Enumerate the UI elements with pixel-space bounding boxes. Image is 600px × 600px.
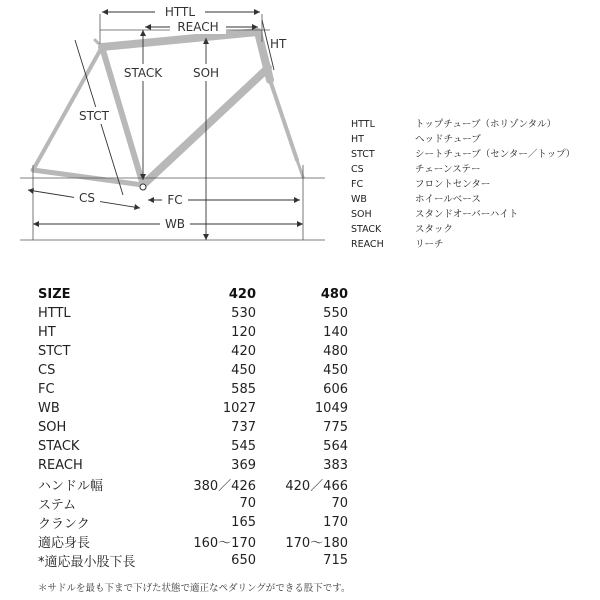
table-row — [38, 418, 348, 437]
table-row — [38, 494, 348, 513]
fc-arrowhead-left — [148, 197, 154, 203]
wb-arrowhead-left — [33, 221, 39, 227]
size-480-value: 140 — [323, 325, 348, 340]
legend-row — [351, 147, 575, 162]
wb-arrowhead-right — [297, 221, 303, 227]
size-header-label: SIZE — [38, 287, 71, 302]
row-label: SOH — [38, 420, 67, 435]
row-label: STACK — [38, 439, 80, 454]
legend-abbreviation: WB — [351, 194, 367, 205]
chain-stay — [33, 170, 143, 185]
size-480-value: 480 — [323, 344, 348, 359]
size-480-value: 606 — [323, 382, 348, 397]
size-480-value: 170～180 — [285, 536, 348, 551]
table-row — [38, 532, 348, 551]
size-480-value: 170 — [323, 515, 348, 530]
fc-label: FC — [167, 193, 183, 207]
top-tube — [102, 32, 258, 47]
legend-description: シートチューブ（センター／トップ） — [415, 149, 576, 160]
size-420-value: 120 — [231, 325, 256, 340]
legend-row — [351, 117, 575, 132]
table-row — [38, 475, 348, 494]
legend-description: チェーンステー — [415, 164, 481, 175]
size-420-value: 160～170 — [193, 536, 256, 551]
size-480-value: 775 — [323, 420, 348, 435]
size-480-value: 70 — [331, 496, 348, 511]
size-420-value: 420 — [231, 344, 256, 359]
table-body — [38, 304, 348, 570]
size-480-value: 564 — [323, 439, 348, 454]
legend-abbreviation: SOH — [351, 209, 372, 220]
wb-label: WB — [164, 217, 186, 231]
size-480-value: 550 — [323, 306, 348, 321]
reach-arrowhead-left — [145, 24, 151, 30]
legend-description: リーチ — [415, 239, 444, 250]
legend-row — [351, 177, 575, 192]
legend-row — [351, 132, 575, 147]
bottom-bracket-marker — [140, 184, 146, 190]
reach-label: REACH — [177, 20, 219, 34]
size-420-value: 530 — [231, 306, 256, 321]
row-label: 適応身長 — [38, 536, 91, 551]
table-row — [38, 323, 348, 342]
size-420-value: 650 — [231, 553, 256, 568]
size-420-value: 380／426 — [193, 479, 256, 494]
table-row — [38, 304, 348, 323]
stack-arrowhead-top — [140, 30, 146, 36]
legend-abbreviation: REACH — [351, 239, 384, 250]
legend-description: スタンドオーバーハイト — [415, 209, 519, 220]
size-420-value: 585 — [231, 382, 256, 397]
legend-row — [351, 162, 575, 177]
row-label: クランク — [38, 517, 90, 532]
row-label: *適応最小股下長 — [38, 555, 136, 570]
stack-label: STACK — [123, 66, 163, 80]
httl-arrowhead-right — [254, 9, 260, 15]
table-row — [38, 456, 348, 475]
abbreviation-legend — [351, 117, 575, 252]
size-420-value: 70 — [239, 496, 256, 511]
size-480-value: 715 — [323, 553, 348, 568]
table-row — [38, 361, 348, 380]
size-480-header: 480 — [320, 287, 348, 302]
row-label: ハンドル幅 — [38, 479, 104, 494]
legend-row — [351, 222, 575, 237]
cs-label: CS — [79, 191, 95, 205]
legend-row — [351, 207, 575, 222]
row-label: HTTL — [38, 306, 71, 321]
size-420-value: 1027 — [222, 401, 256, 416]
row-label: ステム — [38, 498, 77, 513]
legend-description: トップチューブ（ホリゾンタル） — [415, 119, 557, 130]
table-row — [38, 342, 348, 361]
legend-abbreviation: CS — [351, 164, 364, 175]
size-420-header: 420 — [228, 287, 256, 302]
legend-description: フロントセンター — [415, 179, 491, 190]
row-label: HT — [38, 325, 56, 340]
fork-tip — [297, 160, 303, 177]
legend-abbreviation: STCT — [351, 149, 375, 160]
size-420-value: 450 — [231, 363, 256, 378]
httl-arrowhead-left — [102, 9, 108, 15]
soh-label: SOH — [192, 66, 220, 80]
row-label: STCT — [38, 344, 71, 359]
table-row — [38, 513, 348, 532]
legend-description: ホイールベース — [415, 194, 481, 205]
row-label: REACH — [38, 458, 83, 473]
size-420-value: 545 — [231, 439, 256, 454]
legend-abbreviation: FC — [351, 179, 364, 190]
footnote: ＊サドルを最も下まで下げた状態で適正なペダリングができる股下です。 — [38, 583, 351, 594]
legend-description: スタック — [415, 224, 454, 235]
size-420-value: 165 — [231, 515, 256, 530]
soh-arrowhead-bottom — [203, 234, 209, 240]
table-row — [38, 399, 348, 418]
stct-label: STCT — [79, 109, 109, 123]
size-480-value: 1049 — [314, 401, 348, 416]
row-label: CS — [38, 363, 56, 378]
fc-arrowhead-right — [294, 197, 300, 203]
ht-label: HT — [270, 37, 287, 51]
row-label: WB — [38, 401, 60, 416]
legend-row — [351, 192, 575, 207]
table-row — [38, 380, 348, 399]
fork — [270, 80, 297, 160]
cs-arrowhead-left — [28, 188, 34, 194]
size-420-value: 737 — [231, 420, 256, 435]
legend-description: ヘッドチューブ — [415, 134, 481, 145]
size-420-value: 369 — [231, 458, 256, 473]
legend-row — [351, 237, 575, 252]
table-row — [38, 437, 348, 456]
geometry-spec-table — [38, 285, 348, 570]
down-tube — [143, 68, 268, 185]
cs-arrowhead-right — [134, 204, 140, 210]
legend-abbreviation: STACK — [351, 224, 382, 235]
legend-abbreviation: HT — [351, 134, 364, 145]
table-header-row — [38, 285, 348, 304]
size-480-value: 420／466 — [285, 479, 348, 494]
legend-abbreviation: HTTL — [351, 119, 375, 130]
table-row — [38, 551, 348, 570]
size-480-value: 383 — [323, 458, 348, 473]
httl-label: HTTL — [164, 5, 196, 19]
row-label: FC — [38, 382, 55, 397]
size-480-value: 450 — [323, 363, 348, 378]
